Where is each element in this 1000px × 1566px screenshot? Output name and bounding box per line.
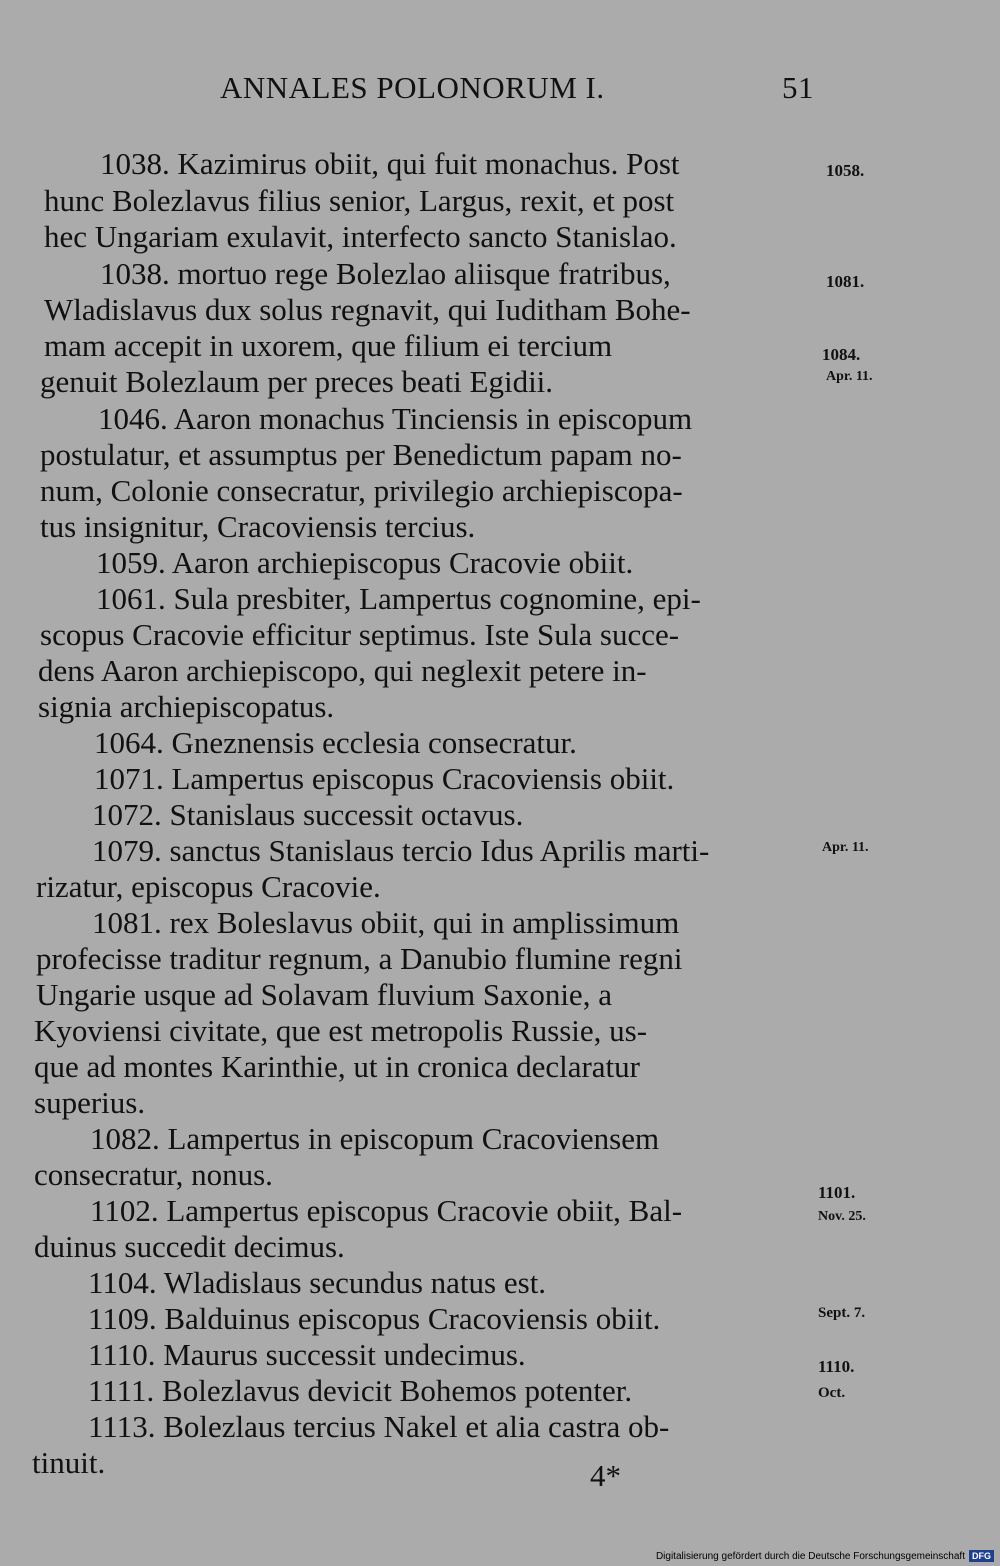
text-line: num, Colonie consecratur, privilegio archiepiscopa- xyxy=(40,473,683,508)
text-line: hec Ungariam exulavit, interfecto sancto Stanislao. xyxy=(44,219,677,254)
text-line: 1104. Wladislaus secundus natus est. xyxy=(88,1265,547,1300)
text-line: 1110. Maurus successit undecimus. xyxy=(88,1337,526,1372)
text-line: 1071. Lampertus episcopus Cracoviensis obiit. xyxy=(94,761,675,796)
text-line: postulatur, et assumptus per Benedictum papam no- xyxy=(40,437,682,472)
margin-note: Apr. 11. xyxy=(822,840,869,855)
text-line: tus insignitur, Cracoviensis tercius. xyxy=(40,509,476,544)
margin-note: Apr. 11. xyxy=(826,369,873,384)
text-line: consecratur, nonus. xyxy=(34,1157,273,1192)
text-line: 1079. sanctus Stanislaus tercio Idus Aprilis marti- xyxy=(92,833,710,868)
margin-note: 1058. xyxy=(826,161,865,180)
text-line: tinuit. xyxy=(32,1445,106,1480)
text-line: 1111. Bolezlavus devicit Bohemos potenter. xyxy=(88,1373,633,1408)
running-title: ANNALES POLONORUM I. xyxy=(220,70,605,105)
margin-note: 1081. xyxy=(826,272,865,291)
text-line: scopus Cracovie efficitur septimus. Iste Sula succe- xyxy=(40,617,680,652)
margin-note: Oct. xyxy=(818,1385,846,1401)
text-line: 1061. Sula presbiter, Lampertus cognomine, epi- xyxy=(96,581,701,616)
text-line: 1046. Aaron monachus Tinciensis in episcopum xyxy=(98,401,693,436)
text-line: genuit Bolezlaum per preces beati Egidii. xyxy=(40,364,554,399)
signature-mark: 4* xyxy=(590,1458,621,1493)
text-line: que ad montes Karinthie, ut in cronica declaratur xyxy=(34,1049,640,1084)
margin-note: 1084. xyxy=(822,345,861,364)
text-line: 1072. Stanislaus successit octavus. xyxy=(92,797,524,832)
text-line: Ungarie usque ad Solavam fluvium Saxonie, a xyxy=(36,977,612,1012)
text-line: 1081. rex Boleslavus obiit, qui in amplissimum xyxy=(92,905,680,940)
text-line: Kyoviensi civitate, que est metropolis Russie, us- xyxy=(34,1013,648,1048)
margin-note: 1110. xyxy=(818,1357,855,1376)
text-line: 1064. Gneznensis ecclesia consecratur. xyxy=(94,725,577,760)
text-line: profecisse traditur regnum, a Danubio flumine regni xyxy=(36,941,683,976)
text-line: Wladislavus dux solus regnavit, qui Iuditham Bohe- xyxy=(44,292,691,327)
text-line: 1109. Balduinus episcopus Cracoviensis obiit. xyxy=(88,1301,661,1336)
text-line: hunc Bolezlavus filius senior, Largus, rexit, et post xyxy=(44,183,675,218)
margin-note: Nov. 25. xyxy=(818,1209,866,1224)
text-line: duinus succedit decimus. xyxy=(34,1229,345,1264)
footer-text: Digitalisierung gefördert durch die Deutsche Forschungsgemeinschaft xyxy=(655,1550,965,1562)
text-line: mam accepit in uxorem, que filium ei tercium xyxy=(44,328,613,363)
page-number: 51 xyxy=(782,70,814,105)
text-line: 1082. Lampertus in episcopum Cracoviensem xyxy=(90,1121,660,1156)
page-header xyxy=(0,70,1000,120)
text-line: dens Aaron archiepiscopo, qui neglexit petere in- xyxy=(38,653,647,688)
text-line: rizatur, episcopus Cracovie. xyxy=(36,869,381,904)
digitization-footer xyxy=(656,1550,994,1562)
margin-note: 1101. xyxy=(818,1183,856,1202)
dfg-logo-icon: DFG xyxy=(969,1550,994,1562)
text-line: 1113. Bolezlaus tercius Nakel et alia castra ob- xyxy=(88,1409,670,1444)
text-line: superius. xyxy=(34,1085,146,1120)
text-line: signia archiepiscopatus. xyxy=(38,689,335,724)
text-line: 1059. Aaron archiepiscopus Cracovie obiit. xyxy=(96,545,634,580)
text-line: 1102. Lampertus episcopus Cracovie obiit, Bal- xyxy=(90,1193,683,1228)
margin-note: Sept. 7. xyxy=(818,1305,866,1321)
text-line: 1038. Kazimirus obiit, qui fuit monachus. Post xyxy=(100,146,680,181)
text-line: 1038. mortuo rege Bolezlao aliisque fratribus, xyxy=(100,256,671,291)
